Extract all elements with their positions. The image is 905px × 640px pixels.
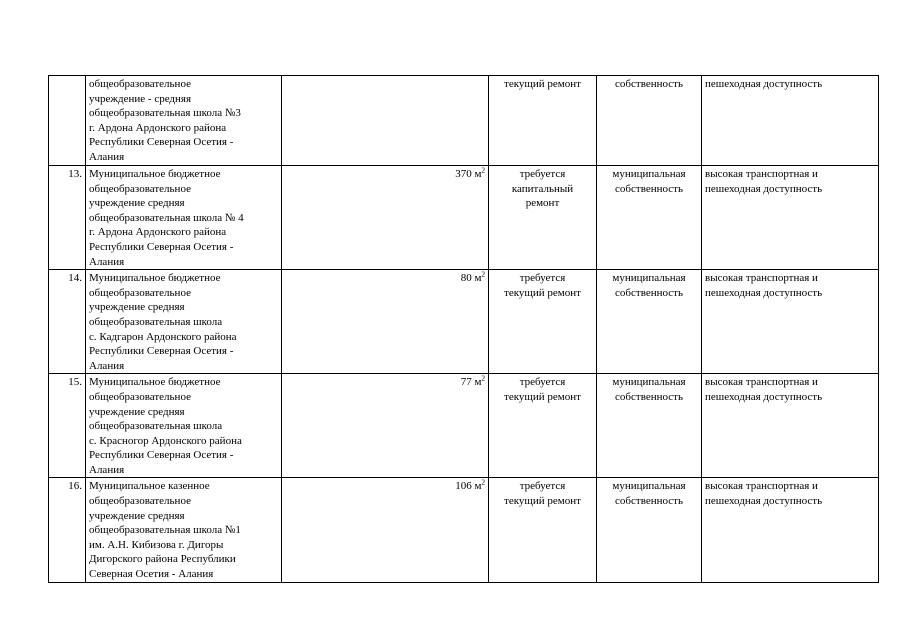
condition-line: текущий ремонт	[504, 286, 581, 299]
condition-cell	[489, 76, 597, 166]
condition-cell	[489, 166, 597, 270]
area-unit-exponent: 2	[481, 478, 485, 487]
condition-cell	[489, 478, 597, 582]
ownership-line: собственность	[615, 286, 683, 299]
condition-line: капитальный	[511, 182, 574, 195]
area-cell	[282, 478, 489, 582]
ownership-line: собственность	[615, 182, 683, 195]
accessibility-cell	[702, 270, 879, 374]
row-number: 14.	[49, 270, 86, 374]
name-line: общеобразовательная школа № 4	[89, 211, 244, 224]
condition-line: текущий ремонт	[504, 495, 581, 508]
name-line: общеобразовательное	[89, 182, 191, 195]
accessibility-line: пешеходная доступность	[705, 182, 823, 195]
name-line: с. Красногор Ардонского района	[89, 434, 242, 447]
name-line: Республики Северная Осетия -	[89, 449, 234, 462]
condition-line: требуется	[519, 168, 566, 180]
institution-name	[86, 270, 282, 374]
name-line: общеобразовательная школа	[89, 315, 223, 328]
area-value: 370 м	[455, 168, 482, 180]
condition-cell	[489, 270, 597, 374]
institution-name	[86, 166, 282, 270]
condition-line: требуется	[519, 376, 566, 389]
area-value: 106 м	[455, 480, 482, 493]
name-line: Дигорского района Республики	[89, 553, 236, 566]
ownership-line: муниципальная	[612, 480, 686, 493]
name-line: Алания	[89, 255, 125, 268]
name-line: Алания	[89, 463, 125, 476]
institution-name	[86, 76, 282, 166]
schools-table	[48, 75, 879, 583]
name-line: общеобразовательная школа №1	[89, 524, 241, 537]
row-number: 13.	[49, 166, 86, 270]
condition-line: ремонт	[525, 197, 560, 210]
name-line: г. Ардона Ардонского района	[89, 121, 227, 134]
name-line: учреждение средняя	[89, 509, 185, 522]
name-line: общеобразовательное	[89, 390, 191, 403]
accessibility-line: высокая транспортная и	[705, 168, 818, 180]
area-cell	[282, 166, 489, 270]
name-line: г. Ардона Ардонского района	[89, 226, 227, 239]
name-line: Алания	[89, 359, 125, 372]
ownership-line: муниципальная	[612, 376, 686, 389]
name-line: Республики Северная Осетия -	[89, 240, 234, 253]
accessibility-cell	[702, 478, 879, 582]
condition-line: требуется	[519, 272, 566, 285]
name-line: Северная Осетия - Алания	[89, 568, 214, 581]
table-row	[49, 166, 879, 270]
ownership-cell	[597, 166, 702, 270]
ownership-cell	[597, 478, 702, 582]
ownership-line: муниципальная	[612, 168, 686, 180]
table-body	[49, 76, 879, 583]
area-unit-exponent: 2	[481, 374, 485, 383]
area-unit-exponent: 2	[481, 166, 485, 175]
ownership-line: собственность	[615, 390, 683, 403]
name-line: учреждение средняя	[89, 301, 185, 314]
institution-name	[86, 478, 282, 582]
name-line: Республики Северная Осетия -	[89, 345, 234, 358]
area-cell	[282, 374, 489, 478]
name-line: Республики Северная Осетия -	[89, 136, 234, 149]
table-row	[49, 270, 879, 374]
ownership-line: собственность	[615, 78, 683, 90]
condition-line: текущий ремонт	[504, 390, 581, 403]
accessibility-line: пешеходная доступность	[705, 495, 823, 508]
institution-name	[86, 374, 282, 478]
accessibility-cell	[702, 76, 879, 166]
condition-line: требуется	[519, 480, 566, 493]
table-row	[49, 374, 879, 478]
area-cell	[282, 270, 489, 374]
name-line: Муниципальное казенное	[89, 480, 210, 493]
name-line: учреждение средняя	[89, 197, 185, 210]
area-value: 80 м	[460, 272, 482, 285]
accessibility-cell	[702, 166, 879, 270]
name-line: общеобразовательное	[89, 78, 191, 90]
table-row	[49, 478, 879, 582]
name-line: общеобразовательная школа №3	[89, 107, 241, 120]
name-line: общеобразовательная школа	[89, 420, 223, 433]
name-line: Муниципальное бюджетное	[89, 376, 221, 389]
table-row	[49, 76, 879, 166]
ownership-line: собственность	[615, 495, 683, 508]
accessibility-line: высокая транспортная и	[705, 480, 818, 493]
name-line: с. Кадгарон Ардонского района	[89, 330, 237, 343]
accessibility-cell	[702, 374, 879, 478]
name-line: общеобразовательное	[89, 286, 191, 299]
accessibility-line: высокая транспортная и	[705, 272, 818, 285]
ownership-line: муниципальная	[612, 272, 686, 285]
name-line: Муниципальное бюджетное	[89, 168, 221, 180]
name-line: Алания	[89, 150, 125, 163]
name-line: Муниципальное бюджетное	[89, 272, 221, 285]
name-line: учреждение - средняя	[89, 92, 192, 105]
accessibility-line: пешеходная доступность	[705, 78, 823, 90]
condition-line: текущий ремонт	[504, 78, 581, 90]
accessibility-line: пешеходная доступность	[705, 286, 823, 299]
area-cell	[282, 76, 489, 166]
accessibility-line: высокая транспортная и	[705, 376, 818, 389]
area-value: 77 м	[460, 376, 482, 389]
accessibility-line: пешеходная доступность	[705, 390, 823, 403]
row-number	[49, 76, 86, 166]
ownership-cell	[597, 270, 702, 374]
name-line: им. А.Н. Кибизова г. Дигоры	[89, 538, 224, 551]
ownership-cell	[597, 374, 702, 478]
row-number: 16.	[49, 478, 86, 582]
area-unit-exponent: 2	[481, 270, 485, 279]
row-number: 15.	[49, 374, 86, 478]
ownership-cell	[597, 76, 702, 166]
condition-cell	[489, 374, 597, 478]
name-line: общеобразовательное	[89, 495, 191, 508]
name-line: учреждение средняя	[89, 405, 185, 418]
